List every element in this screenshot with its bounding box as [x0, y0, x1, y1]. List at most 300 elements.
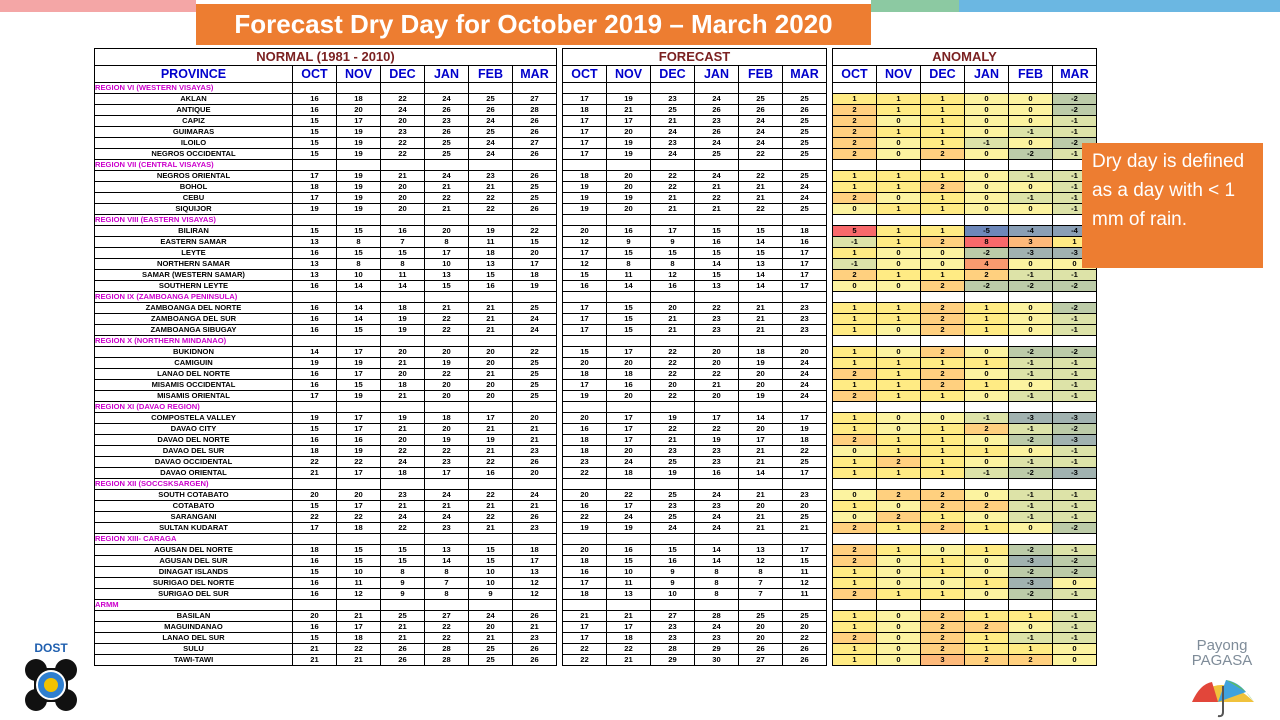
anomaly-cell: 1 — [965, 578, 1009, 589]
empty-cell — [739, 534, 783, 545]
normal-cell: 17 — [337, 413, 381, 424]
normal-cell: 13 — [425, 270, 469, 281]
forecast-cell: 23 — [651, 446, 695, 457]
anomaly-cell: -3 — [1009, 413, 1053, 424]
normal-cell: 16 — [293, 622, 337, 633]
forecast-cell: 19 — [739, 358, 783, 369]
forecast-cell: 24 — [695, 523, 739, 534]
normal-cell: 20 — [469, 347, 513, 358]
forecast-cell: 23 — [651, 501, 695, 512]
month-header: DEC — [921, 66, 965, 83]
forecast-cell: 22 — [739, 149, 783, 160]
empty-cell — [381, 292, 425, 303]
anomaly-cell: 3 — [1009, 237, 1053, 248]
table-row — [95, 512, 1097, 523]
forecast-cell: 16 — [607, 226, 651, 237]
forecast-cell: 21 — [651, 325, 695, 336]
normal-cell: 21 — [381, 622, 425, 633]
anomaly-cell: 1 — [921, 457, 965, 468]
anomaly-header: ANOMALY — [833, 49, 1097, 66]
forecast-cell: 22 — [739, 204, 783, 215]
normal-cell: 15 — [337, 545, 381, 556]
normal-cell: 20 — [469, 622, 513, 633]
anomaly-cell: 1 — [833, 171, 877, 182]
anomaly-cell: -1 — [1009, 171, 1053, 182]
anomaly-cell: 0 — [877, 248, 921, 259]
empty-cell — [293, 600, 337, 611]
anomaly-cell: 0 — [965, 193, 1009, 204]
normal-cell: 18 — [337, 633, 381, 644]
anomaly-cell: -1 — [1009, 457, 1053, 468]
anomaly-cell: 0 — [877, 281, 921, 292]
empty-cell — [783, 600, 827, 611]
forecast-cell: 22 — [651, 358, 695, 369]
forecast-cell: 20 — [783, 347, 827, 358]
forecast-cell: 16 — [651, 281, 695, 292]
normal-cell: 23 — [513, 446, 557, 457]
anomaly-cell: 1 — [833, 380, 877, 391]
anomaly-cell: 1 — [965, 314, 1009, 325]
empty-cell — [651, 534, 695, 545]
empty-cell — [965, 292, 1009, 303]
empty-cell — [513, 600, 557, 611]
forecast-cell: 13 — [739, 545, 783, 556]
table-row — [95, 248, 1097, 259]
normal-cell: 18 — [293, 545, 337, 556]
empty-cell — [651, 83, 695, 94]
anomaly-cell: -1 — [1053, 446, 1097, 457]
forecast-cell: 21 — [651, 204, 695, 215]
forecast-cell: 21 — [739, 314, 783, 325]
normal-cell: 24 — [381, 105, 425, 116]
forecast-cell: 16 — [563, 424, 607, 435]
empty-cell — [965, 215, 1009, 226]
province-name: SOUTH COTABATO — [95, 490, 293, 501]
empty-cell — [783, 534, 827, 545]
anomaly-cell: 0 — [965, 435, 1009, 446]
forecast-cell: 17 — [607, 424, 651, 435]
anomaly-cell: 4 — [965, 259, 1009, 270]
forecast-cell: 18 — [607, 633, 651, 644]
normal-cell: 8 — [337, 259, 381, 270]
empty-cell — [833, 479, 877, 490]
province-name: DAVAO ORIENTAL — [95, 468, 293, 479]
anomaly-cell: -2 — [1053, 105, 1097, 116]
forecast-cell: 17 — [607, 116, 651, 127]
anomaly-cell: -1 — [1053, 270, 1097, 281]
region-row — [95, 336, 1097, 347]
forecast-cell: 23 — [651, 622, 695, 633]
empty-cell — [337, 83, 381, 94]
normal-cell: 16 — [337, 435, 381, 446]
payong-pagasa-logo-icon — [1170, 632, 1274, 718]
region-name: REGION XIII- CARAGA — [95, 534, 293, 545]
forecast-cell: 20 — [695, 391, 739, 402]
empty-cell — [513, 215, 557, 226]
normal-cell: 26 — [513, 204, 557, 215]
anomaly-cell: -1 — [1009, 490, 1053, 501]
forecast-cell: 18 — [563, 105, 607, 116]
anomaly-cell: 0 — [877, 424, 921, 435]
normal-cell: 15 — [293, 226, 337, 237]
empty-cell — [739, 83, 783, 94]
anomaly-cell: 1 — [877, 105, 921, 116]
forecast-cell: 16 — [695, 468, 739, 479]
forecast-cell: 11 — [783, 589, 827, 600]
normal-cell: 17 — [337, 424, 381, 435]
anomaly-cell: -1 — [1053, 512, 1097, 523]
anomaly-cell: 0 — [833, 490, 877, 501]
province-name: BASILAN — [95, 611, 293, 622]
normal-cell: 21 — [469, 523, 513, 534]
anomaly-cell: 0 — [1053, 578, 1097, 589]
table-row — [95, 138, 1097, 149]
anomaly-cell: -3 — [1009, 556, 1053, 567]
empty-cell — [965, 160, 1009, 171]
forecast-cell: 25 — [651, 457, 695, 468]
anomaly-cell: 2 — [921, 149, 965, 160]
normal-cell: 24 — [469, 149, 513, 160]
forecast-cell: 21 — [651, 435, 695, 446]
anomaly-cell: 1 — [833, 424, 877, 435]
normal-cell: 21 — [381, 358, 425, 369]
table-row — [95, 490, 1097, 501]
forecast-cell: 24 — [695, 94, 739, 105]
empty-cell — [695, 600, 739, 611]
table-row — [95, 545, 1097, 556]
normal-cell: 22 — [381, 94, 425, 105]
normal-cell: 17 — [425, 248, 469, 259]
normal-cell: 21 — [469, 424, 513, 435]
forecast-cell: 17 — [783, 281, 827, 292]
anomaly-cell: -2 — [1053, 424, 1097, 435]
forecast-cell: 16 — [651, 556, 695, 567]
anomaly-cell: 1 — [833, 622, 877, 633]
anomaly-cell: 1 — [877, 545, 921, 556]
province-header: PROVINCE — [95, 66, 293, 83]
normal-cell: 17 — [293, 171, 337, 182]
anomaly-cell: 0 — [877, 644, 921, 655]
anomaly-cell: -1 — [1009, 127, 1053, 138]
anomaly-cell: 1 — [833, 644, 877, 655]
forecast-cell: 17 — [651, 226, 695, 237]
empty-cell — [921, 600, 965, 611]
normal-cell: 22 — [425, 446, 469, 457]
empty-cell — [965, 479, 1009, 490]
anomaly-cell: 1 — [921, 270, 965, 281]
month-header: DEC — [381, 66, 425, 83]
normal-cell: 21 — [381, 391, 425, 402]
normal-cell: 23 — [469, 171, 513, 182]
forecast-cell: 21 — [739, 457, 783, 468]
normal-cell: 24 — [381, 457, 425, 468]
anomaly-cell: 2 — [921, 523, 965, 534]
anomaly-cell: 1 — [921, 171, 965, 182]
anomaly-cell: 2 — [833, 105, 877, 116]
forecast-cell: 19 — [563, 391, 607, 402]
normal-cell: 17 — [293, 523, 337, 534]
anomaly-cell: 0 — [1009, 116, 1053, 127]
anomaly-cell: 1 — [921, 226, 965, 237]
anomaly-cell: 1 — [877, 589, 921, 600]
normal-cell: 14 — [293, 347, 337, 358]
forecast-cell: 22 — [651, 391, 695, 402]
anomaly-cell: 2 — [921, 325, 965, 336]
anomaly-cell: 2 — [921, 644, 965, 655]
anomaly-cell: -2 — [965, 248, 1009, 259]
normal-cell: 25 — [469, 127, 513, 138]
empty-cell — [469, 292, 513, 303]
empty-cell — [469, 215, 513, 226]
anomaly-cell: -2 — [1009, 435, 1053, 446]
anomaly-cell: 0 — [965, 94, 1009, 105]
normal-cell: 15 — [293, 633, 337, 644]
anomaly-cell: 0 — [921, 578, 965, 589]
empty-cell — [651, 479, 695, 490]
forecast-cell: 20 — [739, 501, 783, 512]
normal-cell: 17 — [337, 347, 381, 358]
table-row — [95, 193, 1097, 204]
anomaly-cell: 0 — [877, 567, 921, 578]
anomaly-cell: -3 — [1053, 413, 1097, 424]
anomaly-cell: 0 — [921, 413, 965, 424]
empty-cell — [739, 292, 783, 303]
forecast-cell: 23 — [695, 501, 739, 512]
anomaly-cell: 1 — [1009, 644, 1053, 655]
normal-cell: 19 — [469, 226, 513, 237]
normal-cell: 20 — [469, 391, 513, 402]
anomaly-cell: -2 — [1053, 281, 1097, 292]
normal-cell: 20 — [337, 490, 381, 501]
forecast-cell: 9 — [651, 567, 695, 578]
normal-cell: 26 — [381, 644, 425, 655]
normal-cell: 21 — [337, 611, 381, 622]
forecast-cell: 17 — [739, 435, 783, 446]
anomaly-cell: 0 — [877, 259, 921, 270]
anomaly-cell: 1 — [833, 248, 877, 259]
anomaly-cell: 1 — [833, 468, 877, 479]
forecast-cell: 17 — [783, 468, 827, 479]
anomaly-cell: 1 — [833, 655, 877, 666]
anomaly-cell: 0 — [877, 116, 921, 127]
forecast-cell: 18 — [563, 556, 607, 567]
empty-cell — [695, 534, 739, 545]
forecast-cell: 23 — [695, 325, 739, 336]
forecast-cell: 20 — [607, 171, 651, 182]
forecast-cell: 19 — [607, 193, 651, 204]
forecast-cell: 22 — [651, 347, 695, 358]
normal-cell: 14 — [337, 314, 381, 325]
anomaly-cell: 0 — [965, 369, 1009, 380]
anomaly-cell: 1 — [965, 380, 1009, 391]
forecast-cell: 20 — [563, 490, 607, 501]
forecast-cell: 21 — [607, 655, 651, 666]
anomaly-cell: -1 — [1053, 457, 1097, 468]
normal-cell: 21 — [469, 501, 513, 512]
forecast-cell: 14 — [739, 281, 783, 292]
table-row — [95, 303, 1097, 314]
table-row — [95, 457, 1097, 468]
anomaly-cell: 1 — [877, 358, 921, 369]
table-row — [95, 468, 1097, 479]
province-name: DAVAO CITY — [95, 424, 293, 435]
normal-cell: 14 — [337, 303, 381, 314]
normal-cell: 21 — [513, 424, 557, 435]
table-row — [95, 655, 1097, 666]
forecast-cell: 12 — [563, 237, 607, 248]
empty-cell — [563, 215, 607, 226]
forecast-cell: 27 — [651, 611, 695, 622]
normal-cell: 24 — [469, 116, 513, 127]
normal-cell: 24 — [513, 314, 557, 325]
anomaly-cell: 2 — [965, 270, 1009, 281]
normal-cell: 16 — [469, 468, 513, 479]
forecast-cell: 23 — [695, 116, 739, 127]
normal-cell: 13 — [469, 259, 513, 270]
empty-cell — [833, 160, 877, 171]
empty-cell — [921, 534, 965, 545]
normal-cell: 15 — [425, 281, 469, 292]
anomaly-cell: 1 — [921, 589, 965, 600]
anomaly-cell: 2 — [833, 523, 877, 534]
normal-cell: 9 — [381, 589, 425, 600]
forecast-cell: 11 — [607, 578, 651, 589]
normal-cell: 15 — [293, 138, 337, 149]
normal-cell: 15 — [293, 127, 337, 138]
normal-cell: 10 — [469, 578, 513, 589]
empty-cell — [965, 336, 1009, 347]
forecast-cell: 20 — [607, 358, 651, 369]
forecast-cell: 23 — [783, 325, 827, 336]
table-row — [95, 633, 1097, 644]
anomaly-cell: -1 — [1009, 358, 1053, 369]
anomaly-cell: 1 — [877, 127, 921, 138]
anomaly-cell: 0 — [1009, 94, 1053, 105]
normal-cell: 18 — [381, 468, 425, 479]
anomaly-cell: 2 — [833, 369, 877, 380]
anomaly-cell: 2 — [921, 182, 965, 193]
anomaly-cell: 2 — [921, 314, 965, 325]
anomaly-cell: 1 — [965, 303, 1009, 314]
forecast-cell: 22 — [563, 512, 607, 523]
empty-cell — [1009, 534, 1053, 545]
normal-cell: 15 — [513, 237, 557, 248]
anomaly-cell: 2 — [965, 501, 1009, 512]
normal-cell: 16 — [293, 105, 337, 116]
normal-cell: 22 — [381, 149, 425, 160]
normal-cell: 16 — [293, 248, 337, 259]
normal-cell: 25 — [425, 138, 469, 149]
anomaly-cell: 1 — [965, 611, 1009, 622]
normal-cell: 19 — [293, 413, 337, 424]
empty-cell — [293, 336, 337, 347]
province-name: LEYTE — [95, 248, 293, 259]
forecast-cell: 21 — [695, 182, 739, 193]
normal-cell: 25 — [513, 303, 557, 314]
table-row — [95, 380, 1097, 391]
forecast-cell: 26 — [783, 644, 827, 655]
forecast-cell: 17 — [563, 314, 607, 325]
province-name: CAMIGUIN — [95, 358, 293, 369]
anomaly-cell: 0 — [1009, 622, 1053, 633]
forecast-cell: 28 — [695, 611, 739, 622]
empty-cell — [877, 336, 921, 347]
normal-cell: 19 — [469, 435, 513, 446]
anomaly-cell: -5 — [965, 226, 1009, 237]
anomaly-cell: -2 — [1053, 567, 1097, 578]
normal-cell: 20 — [381, 182, 425, 193]
forecast-cell: 20 — [695, 347, 739, 358]
empty-cell — [607, 160, 651, 171]
normal-cell: 26 — [513, 116, 557, 127]
forecast-cell: 13 — [739, 259, 783, 270]
anomaly-cell: -1 — [1053, 127, 1097, 138]
month-header: NOV — [337, 66, 381, 83]
empty-cell — [877, 160, 921, 171]
normal-cell: 21 — [337, 655, 381, 666]
empty-cell — [783, 160, 827, 171]
empty-cell — [381, 600, 425, 611]
normal-cell: 11 — [381, 270, 425, 281]
anomaly-cell: 2 — [877, 457, 921, 468]
empty-cell — [607, 292, 651, 303]
normal-cell: 26 — [381, 655, 425, 666]
anomaly-cell: 0 — [1053, 655, 1097, 666]
forecast-cell: 23 — [651, 633, 695, 644]
table-row — [95, 105, 1097, 116]
forecast-cell: 14 — [739, 270, 783, 281]
empty-cell — [469, 160, 513, 171]
normal-cell: 15 — [337, 248, 381, 259]
province-name: BILIRAN — [95, 226, 293, 237]
normal-cell: 15 — [337, 226, 381, 237]
anomaly-cell: 1 — [833, 578, 877, 589]
empty-cell — [651, 215, 695, 226]
normal-cell: 21 — [425, 303, 469, 314]
anomaly-cell: 2 — [965, 424, 1009, 435]
dost-logo-icon — [12, 640, 90, 716]
province-name: CEBU — [95, 193, 293, 204]
normal-cell: 23 — [381, 490, 425, 501]
normal-cell: 13 — [293, 270, 337, 281]
empty-cell — [921, 83, 965, 94]
table-row — [95, 226, 1097, 237]
forecast-cell: 9 — [651, 237, 695, 248]
anomaly-cell: -2 — [1053, 523, 1097, 534]
forecast-cell: 23 — [783, 490, 827, 501]
forecast-cell: 24 — [739, 138, 783, 149]
empty-cell — [965, 534, 1009, 545]
empty-cell — [877, 479, 921, 490]
anomaly-cell: -1 — [1053, 193, 1097, 204]
forecast-cell: 17 — [783, 270, 827, 281]
table-row — [95, 149, 1097, 160]
forecast-cell: 17 — [607, 347, 651, 358]
normal-cell: 24 — [425, 512, 469, 523]
anomaly-cell: 1 — [877, 270, 921, 281]
anomaly-cell: 1 — [833, 303, 877, 314]
anomaly-cell: 1 — [877, 171, 921, 182]
empty-cell — [425, 600, 469, 611]
anomaly-cell: 0 — [877, 633, 921, 644]
anomaly-cell: 0 — [1053, 644, 1097, 655]
anomaly-cell: 0 — [877, 413, 921, 424]
province-name: SULTAN KUDARAT — [95, 523, 293, 534]
forecast-cell: 23 — [695, 633, 739, 644]
normal-cell: 17 — [513, 556, 557, 567]
month-header: OCT — [833, 66, 877, 83]
forecast-cell: 16 — [695, 237, 739, 248]
